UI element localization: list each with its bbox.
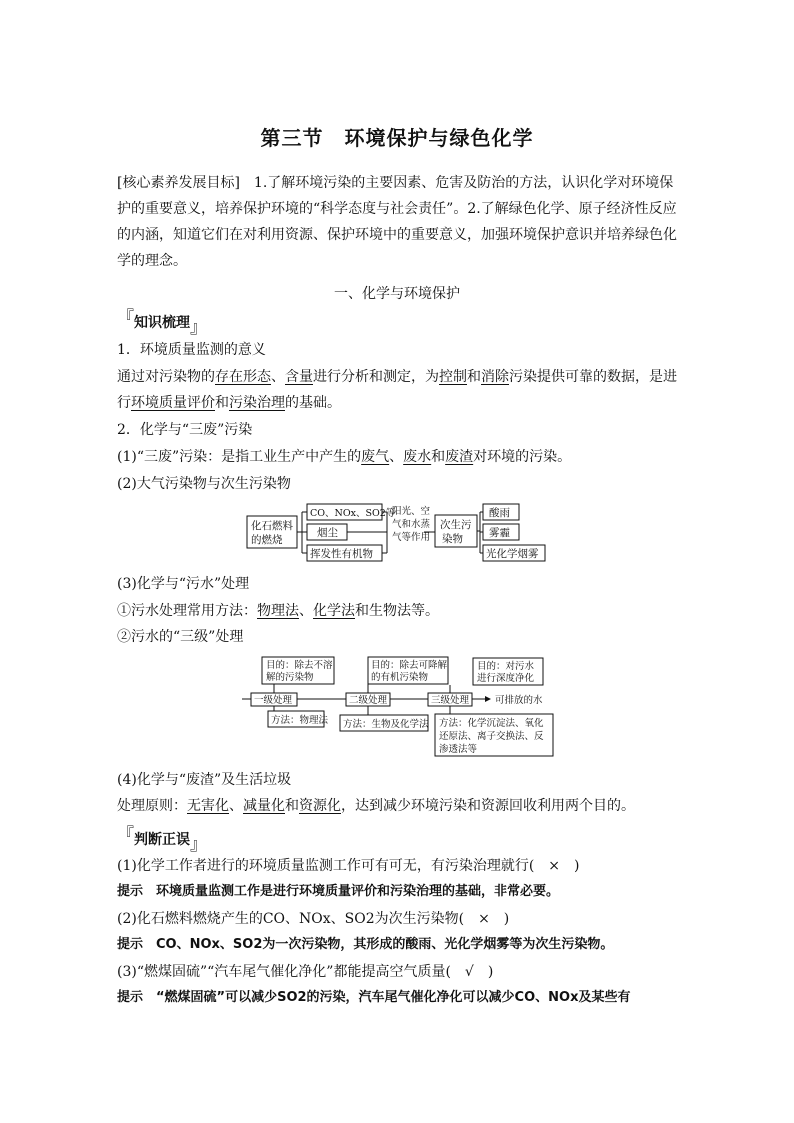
primary-1: CO、NOx、SO2等 — [310, 508, 396, 519]
page-title: 第三节 环境保护与绿色化学 — [260, 126, 534, 150]
knowledge-tag: 『知识梳理』 — [117, 308, 207, 338]
core-goals-label: [核心素养发展目标] — [117, 175, 240, 191]
judge-tag: 『判断正误』 — [117, 825, 207, 855]
item1-text: 通过对污染物的存在形态、含量进行分析和测定，为控制和消除污染提供可靠的数据，是进行环境质量评价和污染治理的基础。 — [117, 369, 677, 411]
method2: 方法：生物及化学法 — [343, 719, 429, 730]
stage1: 一级处理 — [254, 695, 293, 706]
secondary-label-2: 染物 — [442, 533, 463, 545]
secondary-2: 雾霾 — [489, 527, 510, 539]
method3-line-3: 渗透法等 — [439, 744, 478, 755]
goal1-line-1: 目的：除去不溶 — [266, 660, 333, 671]
section-heading: 一、化学与环境保护 — [334, 286, 460, 302]
judge-q2: (2)化石燃料燃烧产生的CO、NOx、SO2为次生污染物( × ) — [117, 911, 510, 927]
source-line-2: 的燃烧 — [251, 534, 283, 546]
goal3-line-1: 目的：对污水 — [477, 661, 535, 672]
secondary-1: 酸雨 — [489, 507, 510, 519]
goal1-line-2: 解的污染物 — [266, 672, 314, 683]
wastewater-diagram — [240, 655, 560, 763]
stage3: 三级处理 — [431, 695, 470, 706]
air-pollution-diagram — [246, 500, 551, 570]
condition-1: 阳光、空 — [392, 506, 431, 517]
sub2-line: (2)大气污染物与次生污染物 — [117, 476, 291, 492]
secondary-3: 光化学烟雾 — [486, 548, 539, 560]
result: 可排放的水 — [495, 695, 543, 706]
primary-3: 挥发性有机物 — [310, 548, 373, 560]
goal2-line-1: 目的：除去可降解 — [371, 660, 448, 671]
principle-line: 处理原则：无害化、减量化和资源化，达到减少环境污染和资源回收利用两个目的。 — [117, 798, 635, 814]
judge-hint1: 提示 环境质量监测工作是进行环境质量评价和污染治理的基础，非常必要。 — [117, 884, 560, 899]
goal3-line-2: 进行深度净化 — [477, 673, 535, 684]
method1: 方法：物理法 — [271, 715, 329, 726]
judge-hint3: 提示 “燃煤固硫”可以减少SO2的污染，汽车尾气催化净化可以减少CO、NOx及某些有 — [117, 990, 631, 1005]
item2-title: 2．化学与“三废”污染 — [117, 422, 253, 438]
condition-2: 气和水蒸 — [392, 519, 431, 530]
item1-title: 1．环境质量监测的意义 — [117, 342, 266, 358]
method3-line-2: 还原法、离子交换法、反 — [439, 731, 544, 742]
core-goals-text: 1.了解环境污染的主要因素、危害及防治的方法，认识化学对环境保护的重要意义，培养保护环境的“科学态度与社会责任”。2.了解绿色化学、原子经济性反应的内涵，知道它们在对利用资源、保护环境中的重要意义，加强环境保护意识并培养绿色化学的理念。 — [117, 175, 677, 269]
stage2: 二级处理 — [349, 695, 388, 706]
three-level-line: ②污水的“三级”处理 — [117, 629, 244, 645]
secondary-label-1: 次生污 — [440, 519, 472, 531]
sub4-line: (4)化学与“废渣”及生活垃圾 — [117, 772, 292, 788]
judge-hint2: 提示 CO、NOx、SO2为一次污染物，其形成的酸雨、光化学烟雾等为次生污染物。 — [117, 937, 614, 952]
goal2-line-2: 的有机污染物 — [371, 672, 429, 683]
methods-line: ①污水处理常用方法：物理法、化学法和生物法等。 — [117, 603, 439, 619]
sub1-line: (1)“三废”污染：是指工业生产中产生的废气、废水和废渣对环境的污染。 — [117, 449, 572, 465]
sub3-line: (3)化学与“污水”处理 — [117, 576, 250, 592]
judge-q3: (3)“燃煤固硫”“汽车尾气催化净化”都能提高空气质量( √ ) — [117, 964, 494, 980]
judge-q1: (1)化学工作者进行的环境质量监测工作可有可无，有污染治理就行( × ) — [117, 858, 580, 874]
source-line-1: 化石燃料 — [251, 520, 293, 532]
core-goals-paragraph — [117, 170, 679, 274]
method3-line-1: 方法：化学沉淀法、氧化 — [439, 718, 544, 729]
condition-3: 气等作用 — [392, 532, 431, 543]
primary-2: 烟尘 — [317, 527, 338, 539]
